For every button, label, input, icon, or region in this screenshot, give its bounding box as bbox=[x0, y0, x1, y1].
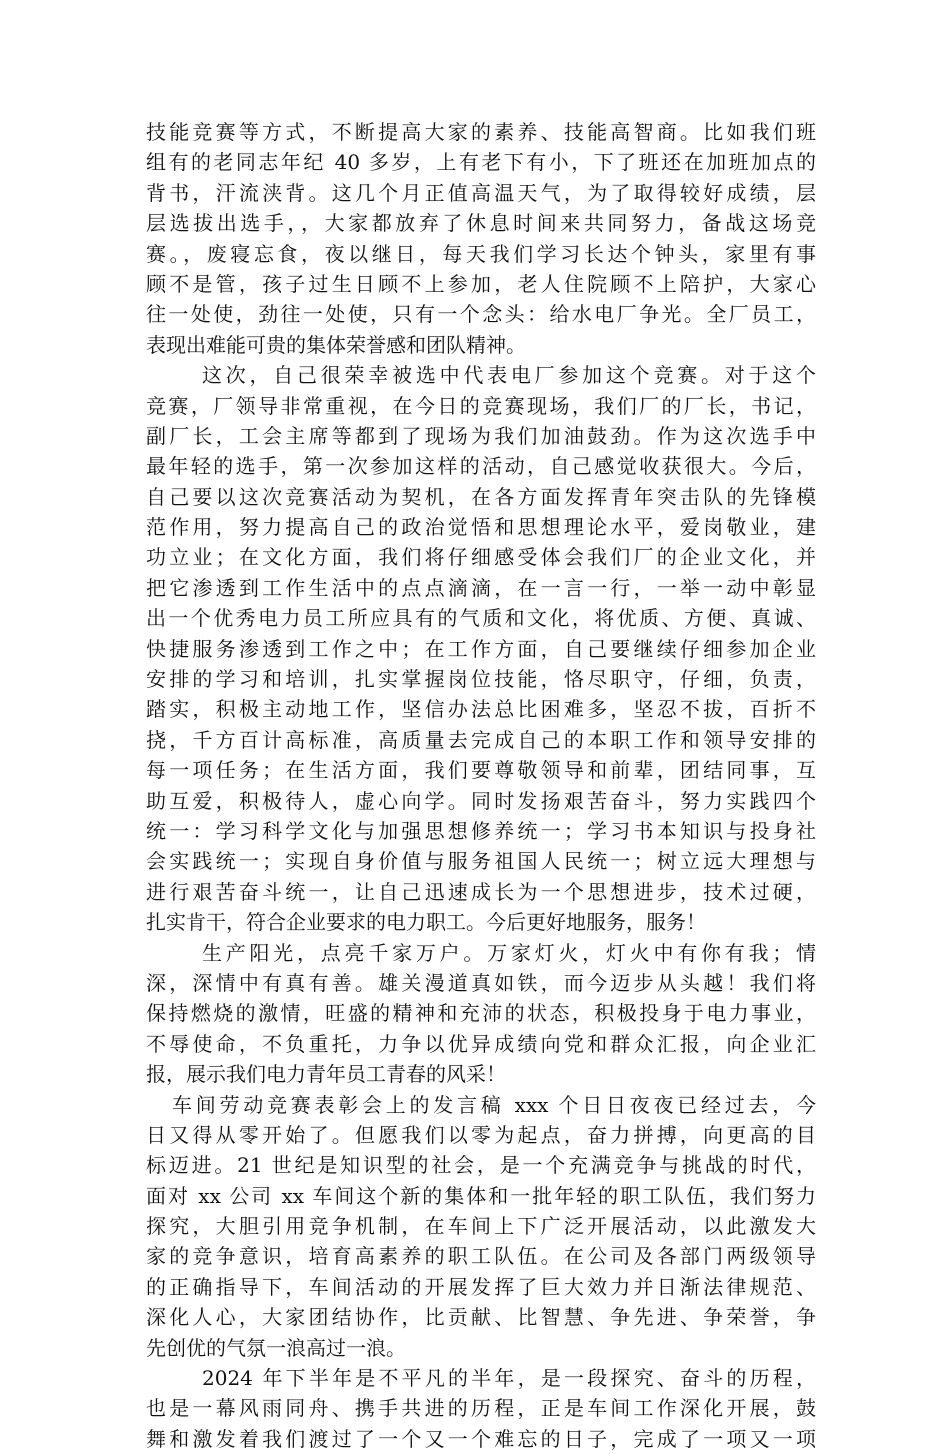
body-text bbox=[146, 117, 816, 1454]
text-line: 往一处使，劲往一处使，只有一个念头：给水电厂争光。全厂员工， bbox=[146, 302, 816, 327]
text-line: 出一个优秀电力员工所应具有的气质和文化，将优质、方便、真诚、 bbox=[146, 606, 816, 631]
text-line: 顾不是管，孩子过生日顾不上参加，老人住院顾不上陪护，大家心 bbox=[146, 271, 816, 296]
text-line: 范作用，努力提高自己的政治觉悟和思想理论水平，爱岗敬业，建 bbox=[146, 515, 816, 540]
text-line: 把它渗透到工作生活中的点点滴滴，在一言一行，一举一动中彰显 bbox=[146, 575, 816, 600]
text-line: 探究，大胆引用竞争机制，在车间上下广泛开展活动，以此激发大 bbox=[146, 1214, 816, 1239]
paragraph-first-line: 生产阳光，点亮千家万户。万家灯火，灯火中有你有我；情 bbox=[202, 940, 816, 965]
text-line: 组有的老同志年纪 40 多岁，上有老下有小，下了班还在加班加点的 bbox=[146, 150, 816, 175]
text-line: 赛。，废寝忘食，夜以继日，每天我们学习长达个钟头，家里有事 bbox=[146, 241, 816, 266]
text-line: 功立业；在文化方面，我们将仔细感受体会我们厂的企业文化，并 bbox=[146, 545, 816, 570]
text-line: 踏实，积极主动地工作，坚信办法总比困难多，坚忍不拔，百折不 bbox=[146, 697, 816, 722]
text-line: 竞赛，厂领导非常重视，在今日的竞赛现场，我们厂的厂长，书记， bbox=[146, 393, 816, 418]
text-line: 统一：学习科学文化与加强思想修养统一；学习书本知识与投身社 bbox=[146, 818, 816, 843]
text-line: 技能竞赛等方式，不断提高大家的素养、技能高智商。比如我们班 bbox=[146, 120, 816, 144]
text-line: 自己要以这次竞赛活动为契机，在各方面发挥青年突击队的先锋模 bbox=[146, 484, 816, 509]
paragraph-first-line: 2024 年下半年是不平凡的半年，是一段探究、奋斗的历程， bbox=[202, 1366, 816, 1391]
text-line: 助互爱，积极待人，虚心向学。同时发扬艰苦奋斗，努力实践四个 bbox=[146, 788, 816, 813]
text-line: 也是一幕风雨同舟、携手共进的历程，正是车间工作深化开展，鼓 bbox=[146, 1396, 816, 1421]
text-line: 保持燃烧的激情，旺盛的精神和充沛的状态，积极投身于电力事业， bbox=[146, 1001, 816, 1026]
text-line: 报，展示我们电力青年员工青春的风采！ bbox=[146, 1062, 506, 1087]
text-line: 挠，千方百计高标准，高质量去完成自己的本职工作和领导安排的 bbox=[146, 727, 816, 752]
text-line: 副厂长，工会主席等都到了现场为我们加油鼓劲。作为这次选手中 bbox=[146, 423, 816, 448]
text-line: 深化人心，大家团结协作，比贡献、比智慧、争先进、争荣誉，争 bbox=[146, 1305, 816, 1330]
paragraph-first-line: 这次，自己很荣幸被选中代表电厂参加这个竞赛。对于这个 bbox=[202, 363, 816, 388]
text-line: 会实践统一；实现自身价值与服务祖国人民统一；树立远大理想与 bbox=[146, 849, 816, 874]
text-line: 最年轻的选手，第一次参加这样的活动，自己感觉收获很大。今后， bbox=[146, 454, 816, 479]
text-line: 面对 xx 公司 xx 车间这个新的集体和一批年轻的职工队伍，我们努力 bbox=[146, 1183, 816, 1208]
paragraph-first-line: 车间劳动竞赛表彰会上的发言稿 xxx 个日日夜夜已经过去，今 bbox=[172, 1092, 816, 1117]
text-line: 安排的学习和培训，扎实掌握岗位技能，恪尽职守，仔细，负责， bbox=[146, 667, 816, 692]
text-line: 标迈进。21 世纪是知识型的社会，是一个充满竞争与挑战的时代， bbox=[146, 1153, 816, 1178]
text-line: 深，深情中有真有善。雄关漫道真如铁，而今迈步从头越！我们将 bbox=[146, 970, 816, 995]
text-line: 进行艰苦奋斗统一，让自己迅速成长为一个思想进步，技术过硬， bbox=[146, 879, 816, 904]
text-line: 先创优的气氛一浪高过一浪。 bbox=[146, 1335, 406, 1360]
text-line: 扎实肯干，符合企业要求的电力职工。今后更好地服务，服务！ bbox=[146, 910, 706, 935]
text-line: 家的竞争意识，培育高素养的职工队伍。在公司及各部门两级领导 bbox=[146, 1244, 816, 1269]
text-line: 每一项任务；在生活方面，我们要尊敬领导和前辈，团结同事，互 bbox=[146, 758, 816, 783]
text-line: 舞和激发着我们渡过了一个又一个难忘的日子，完成了一项又一项 bbox=[146, 1426, 816, 1451]
text-line: 快捷服务渗透到工作之中；在工作方面，自己要继续仔细参加企业 bbox=[146, 636, 816, 661]
text-line: 不辱使命，不负重托，力争以优异成绩向党和群众汇报，向企业汇 bbox=[146, 1031, 816, 1056]
text-line: 表现出难能可贵的集体荣誉感和团队精神。 bbox=[146, 332, 526, 357]
text-line: 日又得从零开始了。但愿我们以零为起点，奋力拼搏，向更高的目 bbox=[146, 1122, 816, 1147]
text-line: 层选拔出选手，，大家都放弃了休息时间来共同努力，备战这场竞 bbox=[146, 211, 816, 236]
text-line: 背书，汗流浃背。这几个月正值高温天气，为了取得较好成绩，层 bbox=[146, 180, 816, 205]
text-line: 的正确指导下，车间活动的开展发挥了巨大效力并日渐法律规范、 bbox=[146, 1274, 816, 1299]
